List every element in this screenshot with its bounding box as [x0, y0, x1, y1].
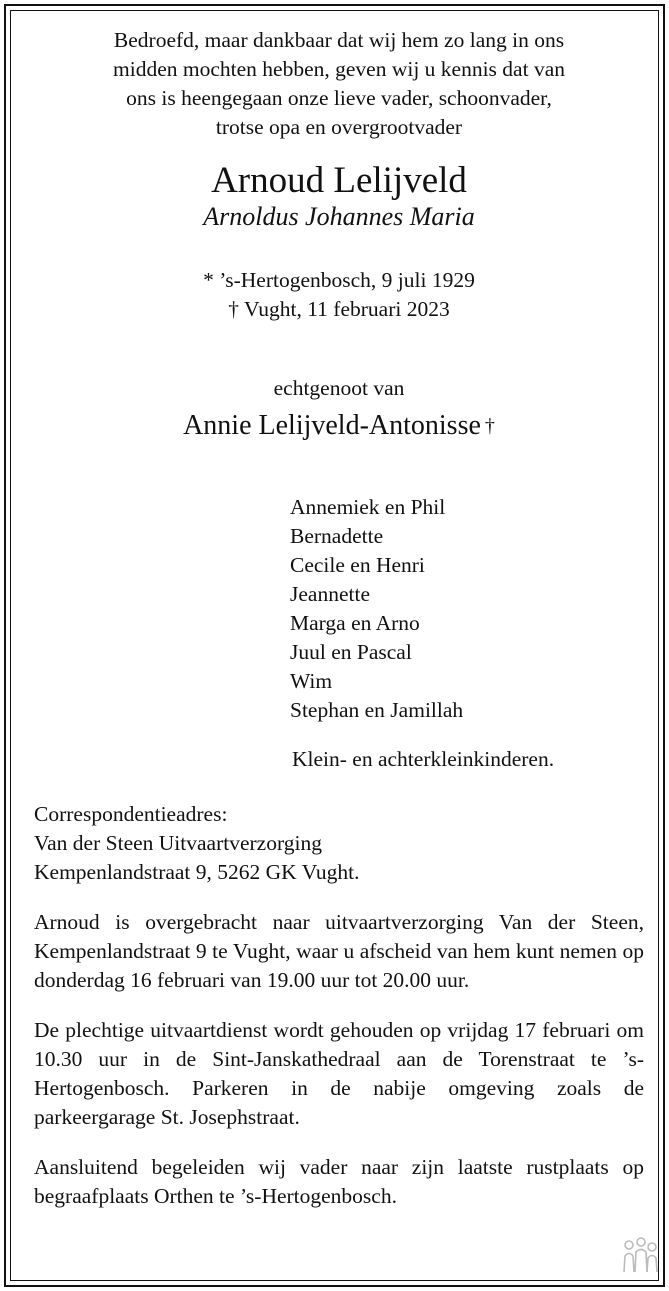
spouse-line [34, 409, 644, 443]
address-line: Correspondentieadres: [34, 802, 228, 826]
intro-line: trotse opa en overgrootvader [215, 115, 463, 139]
list-item: Juul en Pascal [290, 640, 412, 664]
list-item: Cecile en Henri [290, 553, 425, 577]
list-item: Marga en Arno [290, 611, 420, 635]
service-paragraph: De plechtige uitvaartdienst wordt gehouden op vrijdag 17 februari om 10.30 uur in de Sint-Janskathedraal aan de Torenstraat te ’s-Hertogenbosch. Parkeren in de nabije omgeving zoals de parkeergarage St. Josephstraat. [34, 1018, 644, 1129]
intro-line: midden mochten hebben, geven wij u kennis dat van [113, 57, 565, 81]
list-item: Bernadette [290, 524, 384, 548]
list-item: Annemiek en Phil [290, 495, 446, 519]
spouse-name: Annie Lelijveld-Antonisse [183, 410, 481, 441]
deceased-given-names: Arnoldus Johannes Maria [203, 202, 475, 231]
list-item: Wim [290, 669, 333, 693]
grandchildren-line: Klein- en achterkleinkinderen. [292, 747, 555, 771]
address-line: Van der Steen Uitvaartverzorging [34, 831, 322, 855]
viewing-paragraph: Arnoud is overgebracht naar uitvaartverzorging Van der Steen, Kempenlandstraat 9 te Vught, waar u afscheid van hem kunt nemen op donderdag 16 februari van 19.00 uur tot 20.00 uur. [34, 910, 644, 992]
cross-icon: † [484, 415, 495, 437]
correspondence-address [34, 800, 644, 887]
intro-text [34, 26, 644, 142]
spouse-lead: echtgenoot van [273, 376, 405, 400]
intro-line: Bedroefd, maar dankbaar dat wij hem zo lang in ons [113, 28, 565, 52]
address-line: Kempenlandstraat 9, 5262 GK Vught. [34, 860, 360, 884]
intro-line: ons is heengegaan onze lieve vader, schoonvader, [126, 86, 552, 110]
life-dates [34, 266, 644, 324]
obituary [34, 26, 644, 1211]
list-item: Jeannette [290, 582, 370, 606]
deceased-name: Arnoud Lelijveld [211, 160, 467, 201]
list-item: Stephan en Jamillah [290, 698, 464, 722]
people-group-icon [618, 1236, 662, 1276]
death-date: † Vught, 11 februari 2023 [228, 297, 450, 321]
burial-paragraph: Aansluitend begeleiden wij vader naar zijn laatste rustplaats op begraafplaats Orthen te ’s-Hertogenbosch. [34, 1155, 644, 1208]
birth-date: * ’s-Hertogenbosch, 9 juli 1929 [203, 268, 475, 292]
family-list [290, 493, 644, 725]
